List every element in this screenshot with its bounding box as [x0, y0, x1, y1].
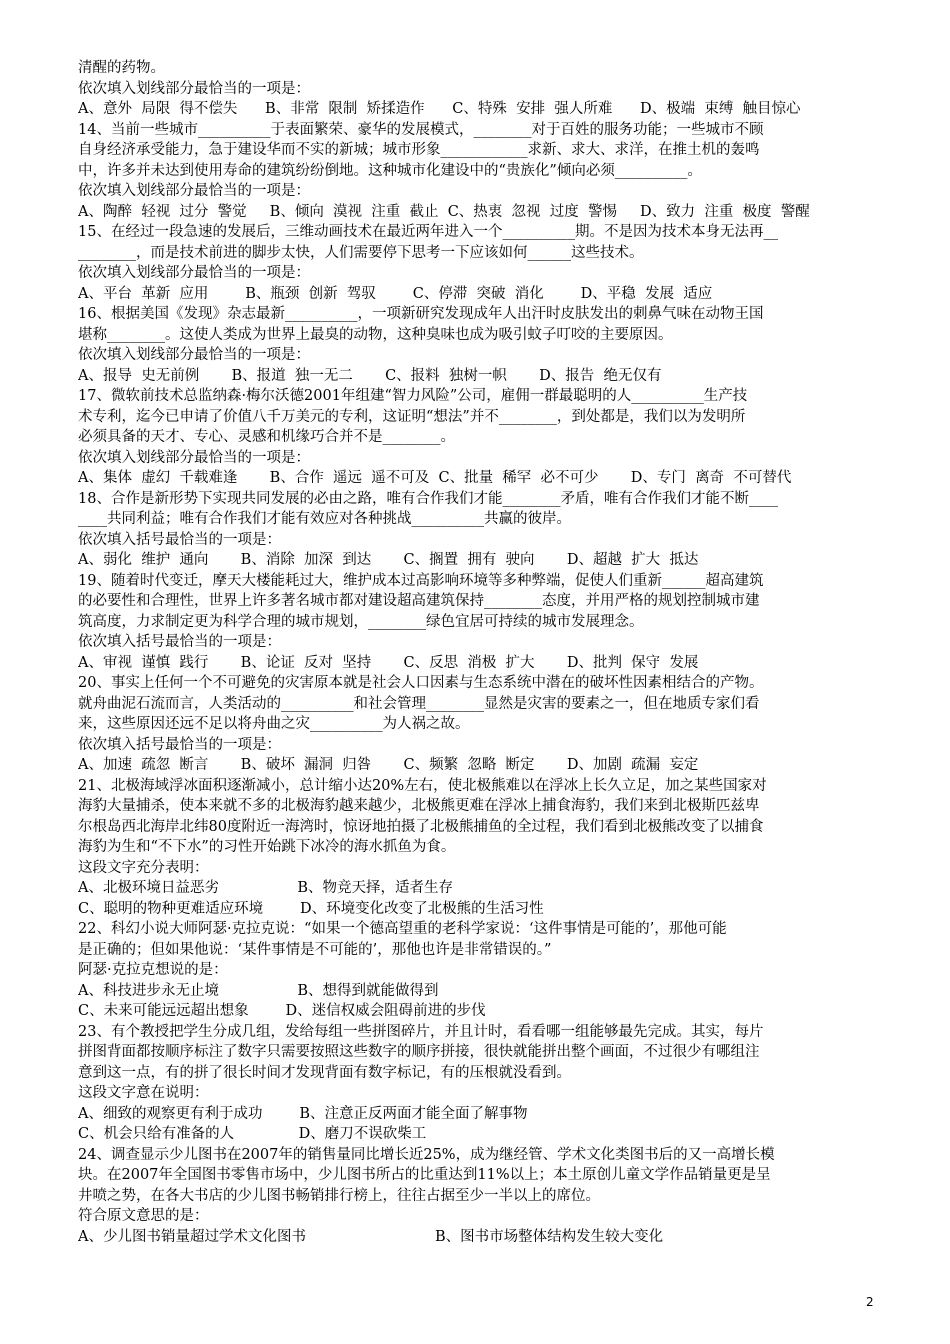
text-line: 中，许多并未达到使用寿命的建筑纷纷倒地。这种城市化建设中的“贵族化”倾向必须__________。 — [78, 162, 702, 179]
text-line: A、集体 虚幻 千载难逢 B、合作 遥远 遥不可及 C、批量 稀罕 必不可少 D、专门 离奇 不可替代 — [78, 470, 792, 486]
text-line: 是正确的；但如果他说：‘某件事情是不可能的’，那他也许是非常错误的。” — [78, 941, 552, 958]
document-body — [78, 58, 878, 1247]
text-line: A、加速 疏忽 断言 B、破坏 漏洞 归咎 C、频繁 忽略 断定 D、加剧 疏漏 妄定 — [78, 757, 699, 773]
text-line: 自身经济承受能力，急于建设华而不实的新城；城市形象____________求新、求大、求洋，在推土机的轰鸣 — [78, 142, 760, 158]
text-line: 依次填入划线部分最恰当的一项是： — [78, 265, 310, 281]
text-line: 术专利，迄今已申请了价值八千万美元的专利，这证明“想法”并不________，到处都是，我们以为发明所 — [78, 408, 746, 425]
text-line: 16、根据美国《发现》杂志最新__________，一项新研究发现成年人出汗时皮肤发出的刺鼻气味在动物王国 — [78, 306, 764, 322]
text-line: 24、调查显示少儿图书在2007年的销售量同比增长近25%，成为继经管、学术文化类图书后的又一高增长模 — [78, 1146, 775, 1163]
text-line: 意到这一点，有的拼了很长时间才发现背面有数字标记，有的压根就没看到。 — [78, 1064, 571, 1081]
text-line: 依次填入划线部分最恰当的一项是： — [78, 347, 310, 363]
text-line: 堪称________。这使人类成为世界上最臭的动物，这种臭味也成为吸引蚊子叮咬的主要原因。 — [78, 326, 673, 343]
text-line: 依次填入括号最恰当的一项是： — [78, 736, 281, 753]
text-line: A、弱化 维护 通向 B、消除 加深 到达 C、搁置 拥有 驶向 D、超越 扩大 抵达 — [78, 552, 699, 568]
text-line: A、报导 史无前例 B、报道 独一无二 C、报料 独树一帜 D、报告 绝无仅有 — [78, 367, 662, 384]
text-line: 符合原文意思的是： — [78, 1208, 209, 1224]
text-line: 来，这些原因还远不足以将舟曲之灾__________为人祸之故。 — [78, 716, 470, 732]
text-line: 块。在2007年全国图书零售市场中，少儿图书所占的比重达到11%以上；本土原创儿童文学作品销量更是呈 — [78, 1167, 771, 1183]
text-line: 依次填入括号最恰当的一项是： — [78, 531, 281, 548]
text-line: C、机会只给有准备的人 D、磨刀不误砍柴工 — [78, 1126, 427, 1142]
text-line: C、聪明的物种更难适应环境 D、环境变化改变了北极熊的生活习性 — [78, 900, 544, 917]
text-line: 阿瑟·克拉克想说的是： — [78, 962, 228, 978]
text-line: 拼图背面都按顺序标注了数字只需要按照这些数字的顺序拼接，很快就能拼出整个画面，不过很少有哪组注 — [78, 1044, 760, 1060]
text-line: 清醒的药物。 — [78, 60, 165, 76]
text-line: ____共同利益；唯有合作我们才能有效应对各种挑战__________共赢的彼岸。 — [78, 511, 571, 527]
text-line: A、科技进步永无止境 B、想得到就能做得到 — [78, 982, 439, 999]
text-line: 依次填入划线部分最恰当的一项是： — [78, 80, 310, 97]
text-line: 19、随着时代变迁，摩天大楼能耗过大，维护成本过高影响环境等多种弊端，促使人们重新______超高建筑 — [78, 572, 764, 589]
text-line: A、陶醉 轻视 过分 警觉 B、倾向 漠视 注重 截止 C、热衷 忽视 过度 警惕 D、致力 注重 极度 警醒 — [78, 203, 810, 220]
text-line: 必须具备的天才、专心、灵感和机缘巧合并不是________。 — [78, 429, 455, 445]
text-line: 17、微软前技术总监纳森·梅尔沃德2001年组建“智力风险”公司，雇佣一群最聪明的人__________生产技 — [78, 388, 748, 404]
text-line: A、少儿图书销量超过学术文化图书 B、图书市场整体结构发生较大变化 — [78, 1228, 664, 1245]
text-line: 海豹大量捕杀，使本来就不多的北极海豹越来越少，北极熊更难在浮冰上捕食海豹，我们来到北极斯匹兹卑 — [78, 798, 760, 814]
text-line: 这段文字意在说明： — [78, 1085, 209, 1101]
text-line: A、意外 局限 得不偿失 B、非常 限制 矫揉造作 C、特殊 安排 强人所难 D、极端 束缚 触目惊心 — [78, 101, 801, 117]
page-number: 2 — [866, 1295, 874, 1309]
text-line: ________，而是技术前进的脚步太快，人们需要停下思考一下应该如何______这些技术。 — [78, 244, 644, 261]
text-line: 21、北极海域浮冰面积逐渐减小，总计缩小达20%左右，使北极熊难以在浮冰上长久立足，加之某些国家对 — [78, 777, 767, 794]
text-line: A、审视 谨慎 践行 B、论证 反对 坚持 C、反思 消极 扩大 D、批判 保守 发展 — [78, 654, 699, 671]
text-line: 海豹为生和“不下水”的习性开始跳下冰冷的海水抓鱼为食。 — [78, 839, 456, 855]
text-line: 井喷之势，在各大书店的少儿图书畅销排行榜上，往往占据至少一半以上的席位。 — [78, 1187, 600, 1204]
text-line: 筑高度，力求制定更为科学合理的城市规划，________绿色宜居可持续的城市发展理念。 — [78, 613, 644, 630]
text-line: 这段文字充分表明： — [78, 859, 209, 876]
text-line: 依次填入划线部分最恰当的一项是： — [78, 449, 310, 466]
text-line: 就舟曲泥石流而言，人类活动的__________和社会管理________显然是灾害的要素之一，但在地质专家们看 — [78, 695, 760, 712]
text-line: 依次填入括号最恰当的一项是： — [78, 634, 281, 650]
text-line: 20、事实上任何一个不可避免的灾害原本就是社会人口因素与生态系统中潜在的破坏性因素相结合的产物。 — [78, 675, 764, 691]
text-line: 15、在经过一段急速的发展后，三维动画技术在最近两年进入一个__________期。不是因为技术本身无法再__ — [78, 224, 778, 240]
text-line: 的必要性和合理性，世界上许多著名城市都对建设超高建筑保持________态度，并用严格的规划控制城市建 — [78, 593, 760, 609]
text-line: 14、当前一些城市__________于表面繁荣、豪华的发展模式，________对于百姓的服务功能；一些城市不顾 — [78, 121, 764, 138]
text-line: A、平台 革新 应用 B、瓶颈 创新 驾驭 C、停滞 突破 消化 D、平稳 发展 适应 — [78, 285, 713, 302]
text-line: 18、合作是新形势下实现共同发展的必由之路，唯有合作我们才能________矛盾，唯有合作我们才能不断____ — [78, 490, 778, 507]
text-line: 22、科幻小说大师阿瑟·克拉克说：“如果一个德高望重的老科学家说：‘这件事情是可能的’，那他可能 — [78, 921, 727, 937]
text-line: 尔根岛西北海岸北纬80度附近一海湾时，惊讶地拍摄了北极熊捕鱼的全过程，我们看到北极熊改变了以捕食 — [78, 818, 764, 835]
text-line: C、未来可能远远超出想象 D、迷信权威会阻碍前进的步伐 — [78, 1003, 486, 1019]
text-line: A、细致的观察更有利于成功 B、注意正反两面才能全面了解事物 — [78, 1105, 528, 1122]
text-line: 依次填入划线部分最恰当的一项是： — [78, 183, 310, 199]
text-line: 23、有个教授把学生分成几组，发给每组一些拼图碎片，并且计时，看看哪一组能够最先完成。其实，每片 — [78, 1023, 764, 1040]
text-line: A、北极环境日益恶劣 B、物竞天择，适者生存 — [78, 880, 453, 896]
